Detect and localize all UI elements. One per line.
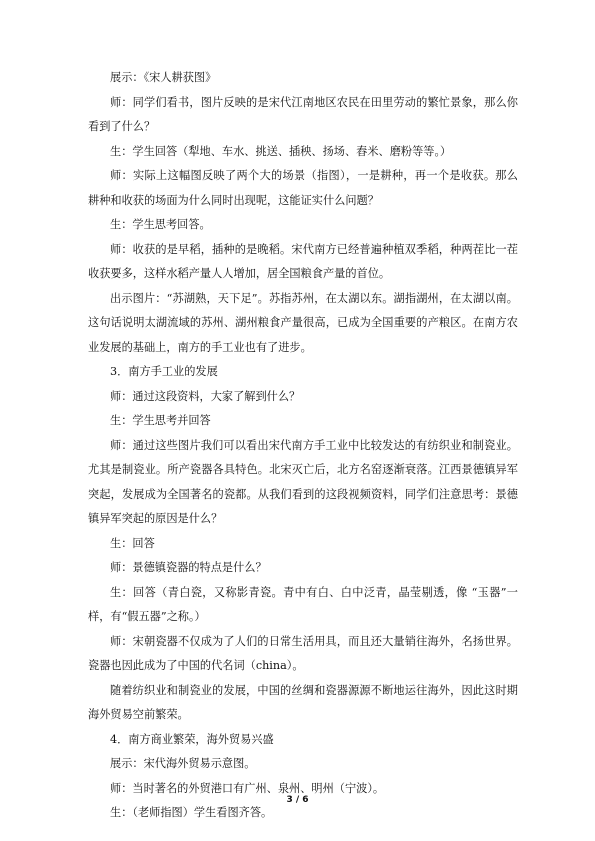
paragraph: 师：收获的是早稻，插种的是晚稻。宋代南方已经普遍种植双季稻，种两茬比一茬收获要多，这样水稻产量人人增加，居全国粮食产量的首位。 [88, 242, 518, 280]
paragraph: 师：通过这些图片我们可以看出宋代南方手工业中比较发达的有纺织业和制瓷业。尤其是制瓷业。所产瓷器各具特色。北宋灭亡后，北方名窑逐渐衰落。江西景德镇异军突起，发展成为全国著名的瓷都。从我们看到的这段视频资料，同学们注意思考：景德镇异军突起的原因是什么？ [88, 438, 518, 525]
paragraph: 出示图片：“苏湖熟，天下足”。苏指苏州，在太湖以东。湖指湖州，在太湖以南。这句话说明太湖流域的苏州、湖州粮食产量很高，已成为全国重要的产粮区。在南方农业发展的基础上，南方的手工业也有了进步。 [88, 291, 518, 354]
paragraph: 师：当时著名的外贸港口有广州、泉州、明州（宁波）。 [110, 781, 385, 795]
paragraph: 师：同学们看书，图片反映的是宋代江南地区农民在田里劳动的繁忙景象，那么你看到了什么？ [88, 95, 518, 133]
paragraph: 生：（老师指图）学生看图齐答。 [110, 806, 273, 819]
page-number: 3 / 6 [286, 795, 309, 805]
paragraph: 生：回答 [110, 536, 155, 550]
paragraph: 展示：《宋人耕获图》 [110, 71, 217, 84]
paragraph: 4．南方商业繁荣，海外贸易兴盛 [110, 732, 274, 746]
paragraph: 生：回答（青白瓷，又称影青瓷。青中有白、白中泛青，晶莹剔透，像 “玉器”一样，有“假五器”之称。） [88, 585, 518, 623]
paragraph: 师：实际上这幅图反映了两个大的场景（指图），一是耕种，再一个是收获。那么耕种和收获的场面为什么同时出现呢，这能证实什么问题？ [88, 169, 518, 207]
paragraph: 3．南方手工业的发展 [110, 365, 218, 378]
paragraph: 生：学生思考回答。 [110, 218, 211, 231]
paragraph: 师：宋朝瓷器不仅成为了人们的日常生活用具，而且还大量销往海外，名扬世界。瓷器也因此成为了中国的代名词（china）。 [88, 634, 518, 672]
paragraph: 展示：宋代海外贸易示意图。 [110, 757, 256, 770]
document-body [88, 66, 518, 826]
paragraph: 生：学生思考并回答 [110, 414, 211, 427]
paragraph: 师：通过这段资料，大家了解到什么？ [110, 389, 301, 403]
paragraph: 生：学生回答（犁地、车水、挑送、插秧、扬场、舂米、磨粉等等。） [110, 144, 452, 158]
paragraph: 师：景德镇瓷器的特点是什么？ [110, 561, 267, 574]
paragraph: 随着纺织业和制瓷业的发展，中国的丝绸和瓷器源源不断地运往海外，因此这时期海外贸易空前繁荣。 [88, 683, 518, 721]
